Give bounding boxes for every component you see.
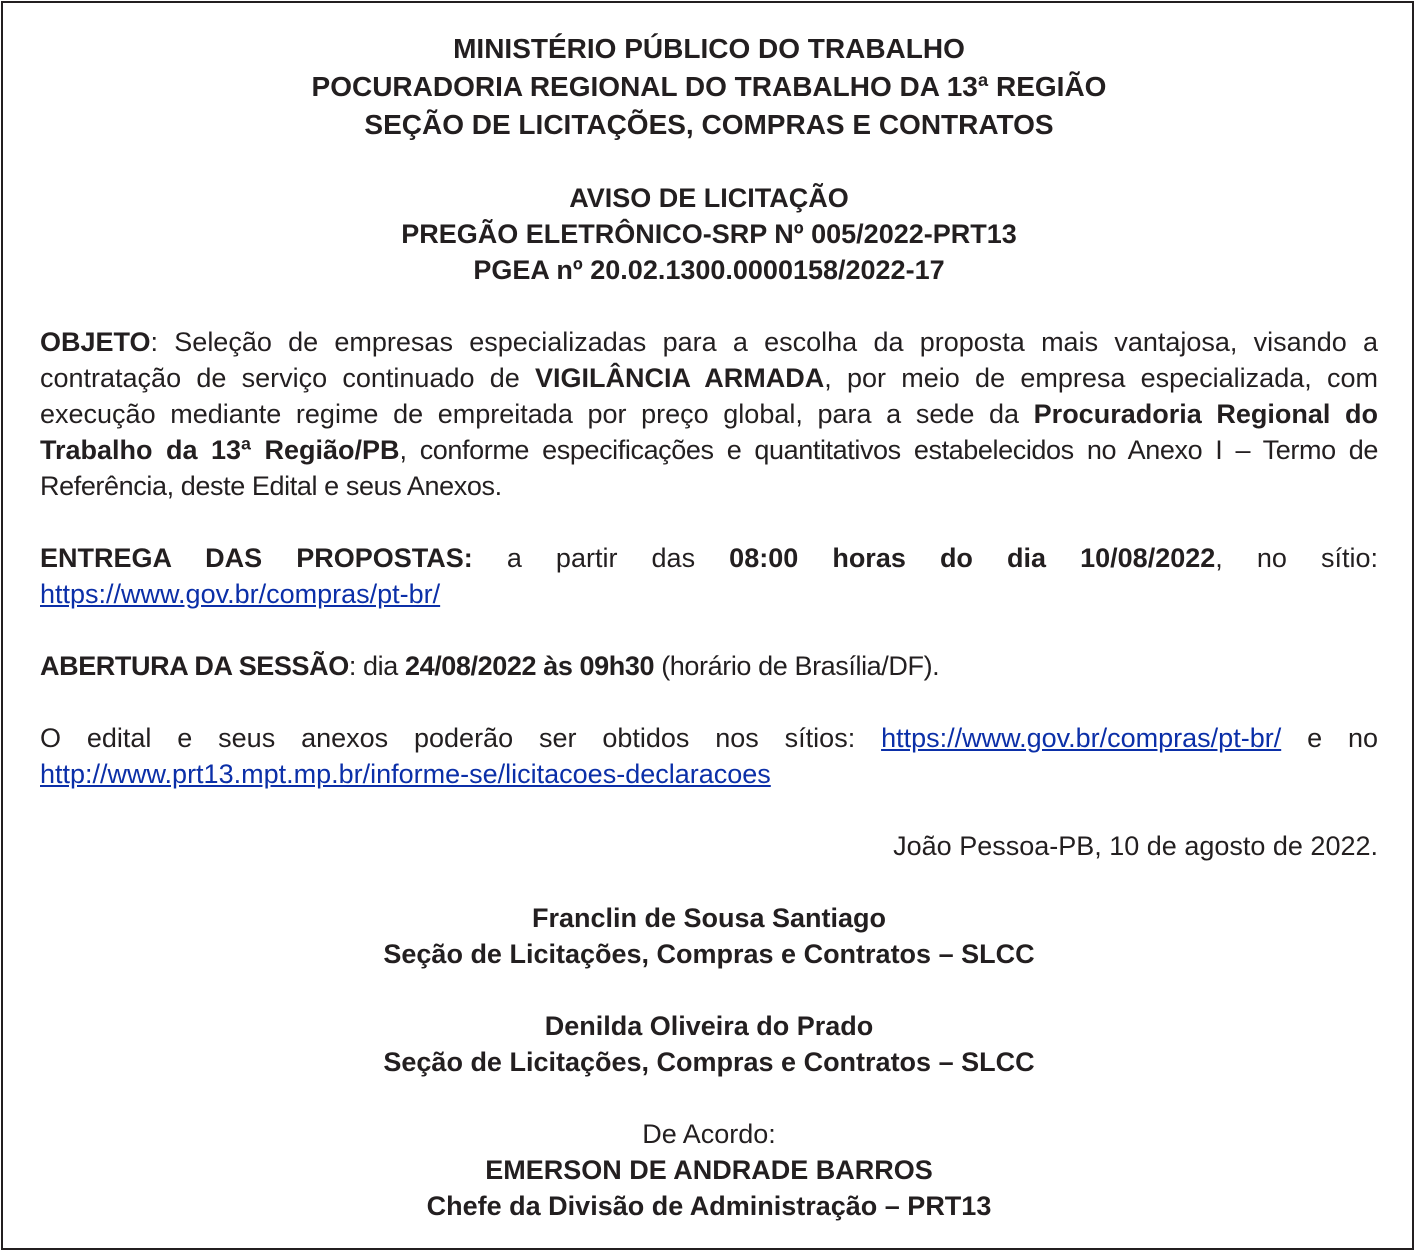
abertura-label: ABERTURA DA SESSÃO <box>40 651 349 681</box>
objeto-text-2: , por meio de empresa especializada, com execução mediante regime de empreitada por preço global, para a sede da <box>40 363 1378 429</box>
notice-number: PREGÃO ELETRÔNICO-SRP Nº 005/2022-PRT13 <box>401 219 1017 249</box>
objeto-highlight-procuradoria: Procuradoria Regional do Trabalho da 13ª Região/PB <box>40 399 1378 465</box>
abertura-highlight: 24/08/2022 às 09h30 <box>404 651 655 681</box>
entrega-text-2: , no sítio: <box>1215 543 1379 573</box>
approval-block <box>40 1116 1378 1224</box>
document-body <box>40 30 1378 1224</box>
entrega-link[interactable]: https://www.gov.br/compras/pt-br/ <box>40 579 441 609</box>
entrega-text-1: a partir das <box>472 543 730 573</box>
signature-role: Seção de Licitações, Compras e Contratos – SLCC <box>383 939 1035 969</box>
edital-link-prt13[interactable]: http://www.prt13.mpt.mp.br/informe-se/licitacoes-declaracoes <box>40 759 771 789</box>
abertura-paragraph <box>40 648 1378 684</box>
header-procuradoria: POCURADORIA REGIONAL DO TRABALHO DA 13ª REGIÃO <box>311 71 1107 102</box>
objeto-label: OBJETO <box>40 327 151 357</box>
notice-block <box>40 180 1378 288</box>
approval-name: EMERSON DE ANDRADE BARROS <box>485 1155 933 1185</box>
edital-text-1: O edital e seus anexos poderão ser obtidos nos sítios: <box>40 723 882 753</box>
objeto-highlight-vigilancia: VIGILÂNCIA ARMADA <box>535 363 825 393</box>
entrega-highlight: 08:00 horas do dia 10/08/2022 <box>729 543 1216 573</box>
edital-paragraph <box>40 720 1378 792</box>
notice-title: AVISO DE LICITAÇÃO <box>569 183 849 213</box>
objeto-text-1: : Seleção de empresas especializadas para a escolha da proposta mais vantajosa, visando a contratação de serviço continuado de <box>40 327 1378 393</box>
signature-block-1 <box>40 900 1378 972</box>
date-place: João Pessoa-PB, 10 de agosto de 2022. <box>893 831 1378 861</box>
header-block <box>40 30 1378 144</box>
abertura-text-2: (horário de Brasília/DF). <box>654 651 940 681</box>
entrega-label: ENTREGA DAS PROPOSTAS: <box>40 543 473 573</box>
signature-name: Denilda Oliveira do Prado <box>544 1011 874 1041</box>
header-ministry: MINISTÉRIO PÚBLICO DO TRABALHO <box>453 33 965 64</box>
approval-label: De Acordo: <box>642 1119 776 1149</box>
objeto-paragraph <box>40 324 1378 504</box>
notice-pgea: PGEA nº 20.02.1300.0000158/2022-17 <box>473 255 945 285</box>
approval-role: Chefe da Divisão de Administração – PRT13 <box>426 1191 992 1221</box>
signature-role: Seção de Licitações, Compras e Contratos – SLCC <box>383 1047 1035 1077</box>
abertura-text-1: : dia <box>348 651 405 681</box>
objeto-text-3: , conforme especificações e quantitativos estabelecidos no Anexo I – Termo de Referência, deste Edital e seus Anexos. <box>40 435 1378 501</box>
edital-link-compras[interactable]: https://www.gov.br/compras/pt-br/ <box>881 723 1282 753</box>
header-secao: SEÇÃO DE LICITAÇÕES, COMPRAS E CONTRATOS <box>364 109 1054 140</box>
entrega-paragraph <box>40 540 1378 612</box>
signature-block-2 <box>40 1008 1378 1080</box>
edital-text-2: e no <box>1281 723 1378 753</box>
signature-name: Franclin de Sousa Santiago <box>531 903 887 933</box>
